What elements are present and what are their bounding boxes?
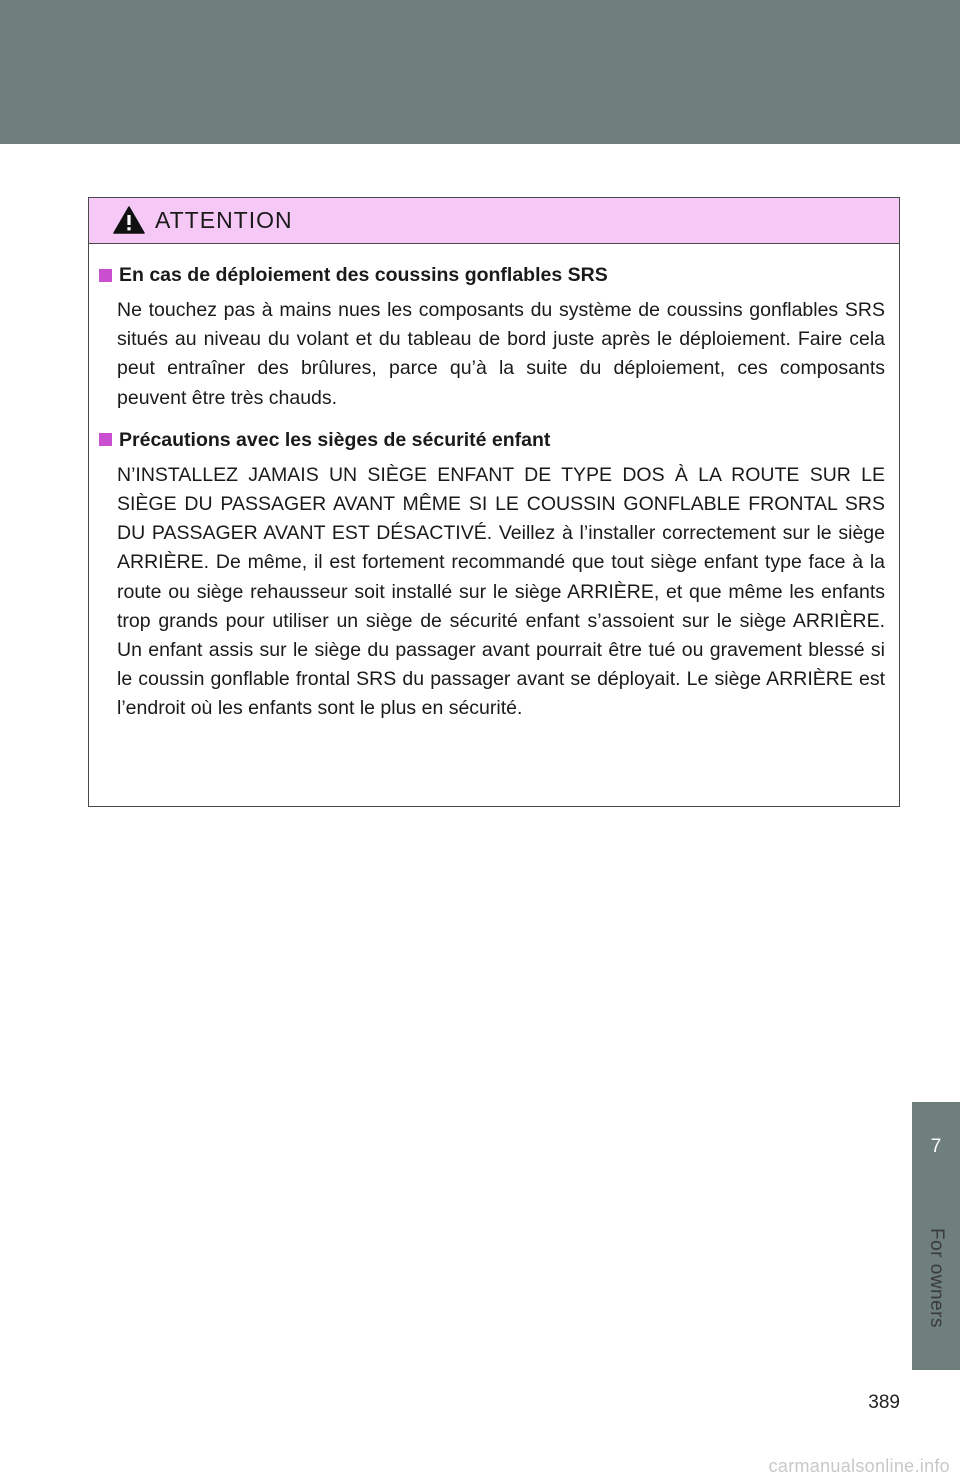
top-header-band [0, 0, 960, 144]
watermark-text: carmanualsonline.info [768, 1456, 950, 1476]
section-heading-airbag-deployment [99, 260, 885, 290]
section-text-child-seat: N’INSTALLEZ JAMAIS UN SIÈGE ENFANT DE TYPE DOS À LA ROUTE SUR LE SIÈGE DU PASSAGER AVANT MÊME SI LE COUSSIN GONFLABLE FRONTAL SRS DU PASSAGER AVANT EST DÉSACTIVÉ. Veillez à l’installer correctement sur le siège ARRIÈRE. De même, il est fortement recommandé que tout siège enfant type face à la route ou siège rehausseur soit installé sur le siège ARRIÈRE, et que même les enfants trop grands pour utiliser un siège de sécurité enfant s’assoient sur le siège ARRIÈRE. Un enfant assis sur le siège du passager avant pourrait être tué ou gravement blessé si le coussin gonflable frontal SRS du passager avant se déployait. Le siège ARRIÈRE est l’endroit où les enfants sont le plus en sécurité. [117, 463, 885, 720]
section-heading-text: Précautions avec les sièges de sécurité enfant [119, 428, 551, 451]
chapter-label: For owners [926, 1227, 947, 1329]
bullet-square-icon [99, 433, 112, 446]
section-text-airbag-deployment: Ne touchez pas à mains nues les composants du système de coussins gonflables SRS situés au niveau du volant et du tableau de bord juste après le déploiement. Faire cela peut entraîner des brûlures, parce qu’à la suite du déploiement, ces composants peuvent être très chauds. [117, 299, 885, 409]
warning-triangle-icon [113, 206, 145, 234]
caution-header [89, 198, 899, 244]
section-heading-text: En cas de déploiement des coussins gonflables SRS [119, 264, 608, 286]
chapter-number: 7 [930, 1136, 942, 1157]
caution-title: ATTENTION [155, 207, 293, 233]
section-heading-child-seat [99, 425, 885, 455]
caution-body [89, 244, 899, 724]
page-number: 389 [868, 1392, 900, 1413]
caution-box [88, 197, 900, 807]
bullet-square-icon [99, 269, 112, 282]
